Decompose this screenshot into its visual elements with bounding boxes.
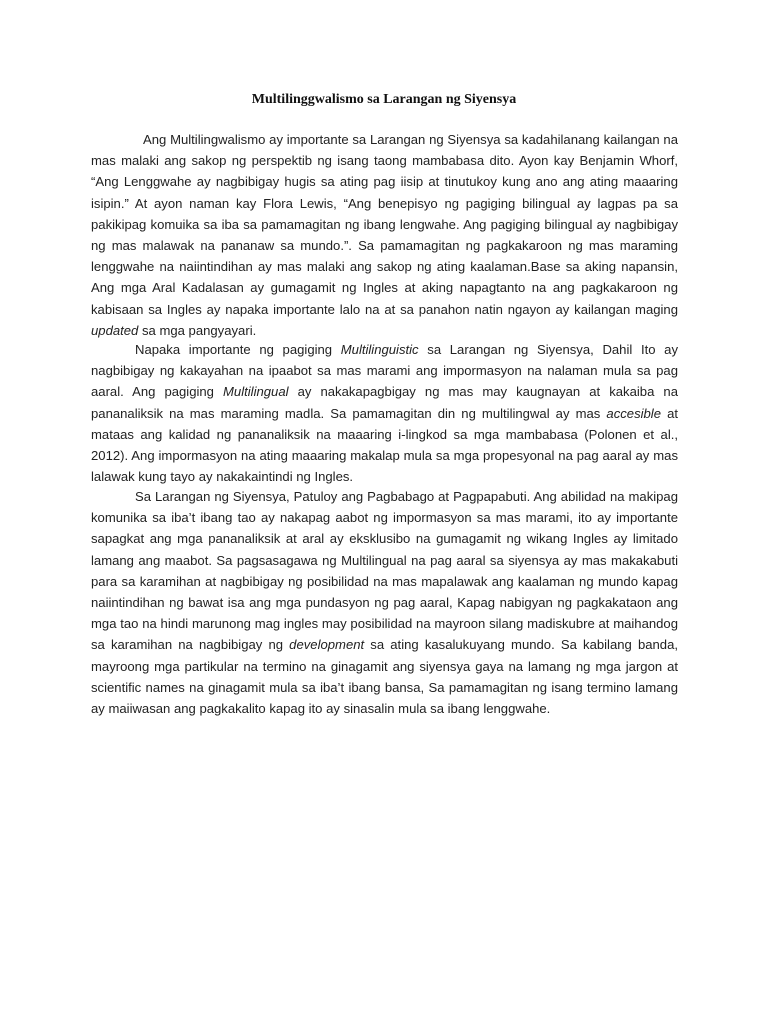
paragraph-1 bbox=[91, 129, 678, 341]
paragraph-1-italic-updated: updated bbox=[91, 322, 139, 338]
paragraph-3-text: Sa Larangan ng Siyensya, Patuloy ang Pagbabago at Pagpapabuti. Ang abilidad na makipag komunika sa iba’t ibang tao ay nakapag aabot ng impormasyon sa mas marami, ito ay importante sapagkat ang mga pananaliksik at aral ay eksklusibo na gumagamit ng wikang Ingles ay limitado lamang ang maabot. Sa pagsasagawa ng Multilingual na pag aaral sa siyensya ay mas makakabuti para sa karamihan at nagbibigay ng posibilidad na mas mapalawak ang kaalaman ng mundo kapag naiintindihan ng bawat isa ang mga pundasyon ng pag aaral, Kapag nabigyan ng pagkakataon ang mga tao na hindi marunong mag ingles may posibilidad na mayroon silang madiskubre at maihandog sa karamihan na nagbibigay ng bbox=[91, 489, 678, 653]
paragraph-3-text-end: sa ating kasalukuyang mundo. Sa kabilang banda, mayroong mga partikular na termino na ginagamit ang siyensya gaya na lamang ng mga jargon at scientific names na ginagamit mula sa iba’t ibang bansa, Sa pamamagitan ng isang termino lamang ay maiiwasan ang pagkakalito kapag ito ay sinasalin mula sa ibang lenggwahe. bbox=[91, 637, 678, 717]
document-title: Multilinggwalismo sa Larangan ng Siyensya bbox=[251, 92, 517, 107]
paragraph-2-text: ay nakakapagbigay ng mas may kaugnayan at kakaiba na pananaliksik na mas maraming madla. Sa pamamagitan din ng multilingwal ay mas bbox=[91, 384, 678, 421]
paragraph-3-italic-development: development bbox=[289, 637, 365, 653]
paragraph-1-text-end: sa mga pangyayari. bbox=[138, 322, 257, 338]
paragraph-2-italic-multilingual: Multilingual bbox=[223, 384, 289, 400]
paragraph-2-italic-accesible: accesible bbox=[606, 405, 661, 421]
paragraph-2-text-end: at mataas ang kalidad ng pananaliksik na maaaring i-lingkod sa mga mambabasa (Polonen et al., 2012). Ang impormasyon na ating maaaring makalap mula sa mga propesyonal na pag aaral ay mas lalawak kung tayo ay nakakaintindi ng Ingles. bbox=[91, 405, 678, 485]
paragraph-2-text: sa Larangan ng Siyensya, Dahil Ito ay nagbibigay ng kakayahan na ipaabot sa mas marami ang impormasyon na nalaman mula sa pag aaral. Ang pagiging bbox=[91, 342, 679, 400]
paragraph-2-italic-multilinguistic: Multilinguistic bbox=[340, 342, 419, 357]
paragraph-2-text: Napaka importante ng pagiging bbox=[135, 342, 341, 357]
paragraph-1-text: Ang Multilingwalismo ay importante sa Larangan ng Siyensya sa kadahilanang kailangan na mas malaki ang sakop ng perspektib ng isang taong mambabasa dito. Ayon kay Benjamin Whorf, “Ang Lenggwahe ay nagbibigay hugis sa ating pag iisip at tinutukoy kung ano ang ating maaaring isipin.” At ayon naman kay Flora Lewis, “Ang benepisyo ng pagiging bilingual ay lagpas pa sa pakikipag komuika sa iba sa pamamagitan ng ibang lengwahe. Ang pagiging bilingual ay nagbibigay ng mas malawak na pananaw sa mundo.”. Sa pamamagitan ng pagkakaroon ng mas maraming lenggwahe na naiintindihan ay mas malaki ang sakop ng ating kaalaman.Base sa aking napansin, Ang mga Aral Kadalasan ay gumagamit ng Ingles at aking napagtanto na ang pagkakaroon ng kabisaan sa Ingles ay napaka importante lalo na at sa panahon natin ngayon ay kailangan maging bbox=[91, 132, 678, 317]
paragraph-3 bbox=[91, 486, 678, 719]
paragraph-2 bbox=[91, 339, 678, 487]
